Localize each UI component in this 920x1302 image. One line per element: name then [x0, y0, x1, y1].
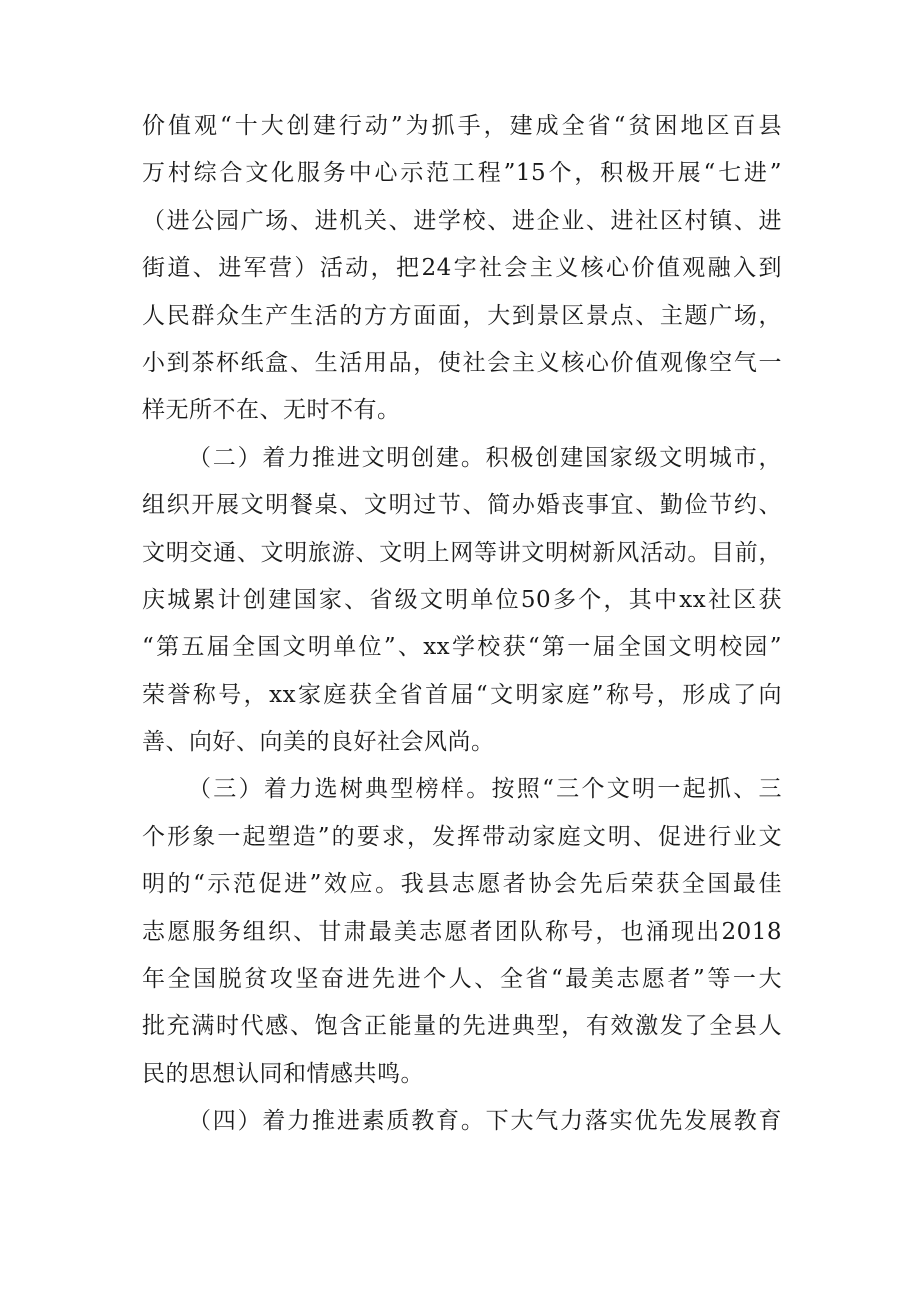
text-line: 年全国脱贫攻坚奋进先进个人、全省“最美志愿者”等一大 [142, 966, 782, 993]
text-line: 组织开展文明餐桌、文明过节、简办婚丧事宜、勤俭节约、 [142, 492, 782, 519]
text-line: 善、向好、向美的良好社会风尚。 [142, 729, 495, 756]
text-line: （进公园广场、进机关、进学校、进企业、进社区村镇、进 [142, 207, 782, 234]
text-line: 街道、进军营）活动，把24字社会主义核心价值观融入到 [142, 255, 782, 282]
text-line: 人民群众生产生活的方方面面，大到景区景点、主题广场， [142, 302, 782, 329]
document-body [142, 103, 782, 1146]
text-line: 明的“示范促进”效应。我县志愿者协会先后荣获全国最佳 [142, 871, 782, 898]
text-line: （三）着力选树典型榜样。按照“三个文明一起抓、三 [188, 776, 782, 803]
text-line: （二）着力推进文明创建。积极创建国家级文明城市， [188, 444, 782, 471]
text-line: 小到茶杯纸盒、生活用品，使社会主义核心价值观像空气一 [142, 349, 782, 376]
text-line: （四）着力推进素质教育。下大气力落实优先发展教育 [188, 1108, 782, 1135]
text-line: 民的思想认同和情感共鸣。 [142, 1060, 424, 1087]
text-line: 样无所不在、无时不有。 [142, 397, 401, 424]
paragraph [142, 1098, 782, 1145]
paragraph [142, 766, 782, 1098]
text-line: “第五届全国文明单位”、xx学校获“第一届全国文明校园” [142, 634, 782, 661]
text-line: 志愿服务组织、甘肃最美志愿者团队称号，也涌现出2018 [142, 918, 782, 945]
paragraph [142, 103, 782, 435]
text-line: 庆城累计创建国家、省级文明单位50多个，其中xx社区获 [142, 586, 782, 613]
text-line: 批充满时代感、饱含正能量的先进典型，有效激发了全县人 [142, 1013, 782, 1040]
text-line: 万村综合文化服务中心示范工程”15个，积极开展“七进” [142, 160, 782, 187]
text-line: 个形象一起塑造”的要求，发挥带动家庭文明、促进行业文 [142, 823, 782, 850]
text-line: 荣誉称号，xx家庭获全省首届“文明家庭”称号，形成了向 [142, 681, 782, 708]
text-line: 价值观“十大创建行动”为抓手，建成全省“贫困地区百县 [142, 113, 782, 139]
paragraph [142, 435, 782, 767]
text-line: 文明交通、文明旅游、文明上网等讲文明树新风活动。目前， [142, 539, 782, 566]
